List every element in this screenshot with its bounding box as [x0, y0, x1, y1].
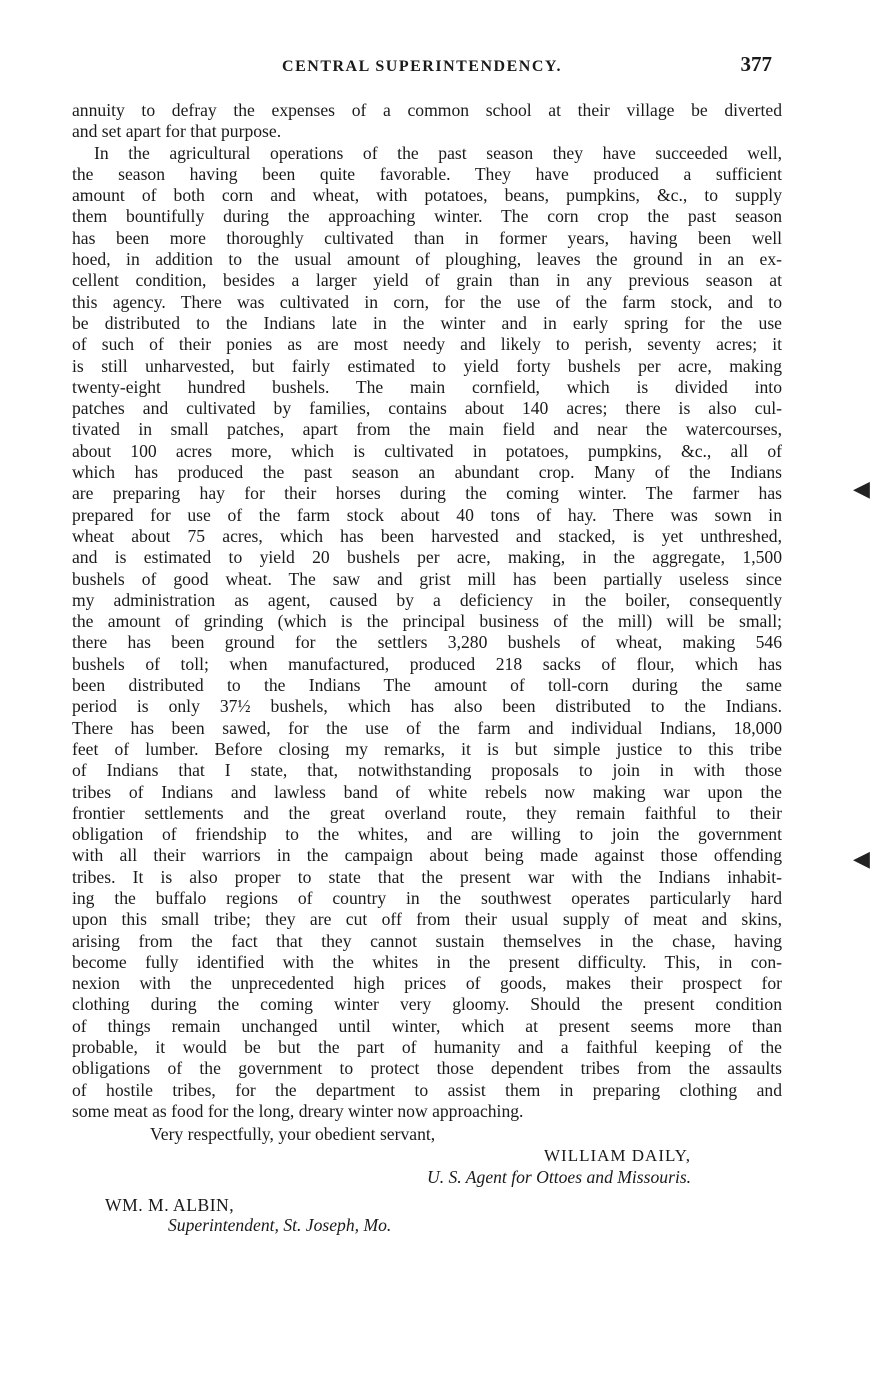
body-line: and is estimated to yield 20 bushels per acre, making, in the aggregate, 1,500	[72, 547, 782, 568]
body-line: tribes. It is also proper to state that the present war with the Indians inhabit-	[72, 866, 782, 887]
body-line: frontier settlements and the great overland route, they remain faithful to their	[72, 802, 782, 823]
body-line: obligation of friendship to the whites, and are willing to join the government	[72, 824, 782, 845]
body-line: is still unharvested, but fairly estimated to yield forty bushels per acre, making	[72, 355, 782, 376]
body-line: arising from the fact that they cannot sustain themselves in the chase, having	[72, 930, 782, 951]
body-line: some meat as food for the long, dreary winter now approaching.	[72, 1100, 524, 1121]
recipient-title: Superintendent, St. Joseph, Mo.	[168, 1215, 392, 1235]
body-line: tribes of Indians and lawless band of white rebels now making war upon the	[72, 781, 782, 802]
signer-name: WILLIAM DAILY,	[544, 1146, 692, 1165]
margin-mark: ◀	[853, 476, 870, 501]
body-line: and set apart for that purpose.	[72, 121, 282, 142]
margin-mark: ◀	[853, 846, 870, 871]
body-line: the amount of grinding (which is the principal business of the mill) will be small;	[72, 611, 782, 632]
body-line: my administration as agent, caused by a deficiency in the boiler, consequently	[72, 589, 782, 610]
body-line: twenty-eight hundred bushels. The main cornfield, which is divided into	[72, 376, 782, 397]
body-line: feet of lumber. Before closing my remarks, it is but simple justice to this tribe	[72, 738, 782, 759]
running-title: CENTRAL SUPERINTENDENCY.	[282, 58, 562, 75]
body-line: of Indians that I state, that, notwithstanding proposals to join in with those	[72, 760, 782, 781]
signer-title: U. S. Agent for Ottoes and Missouris.	[427, 1167, 692, 1187]
body-line: prepared for use of the farm stock about 40 tons of hay. There was sown in	[72, 504, 782, 525]
body-line: be distributed to the Indians late in the winter and in early spring for the use	[72, 312, 782, 333]
page-number: 377	[740, 52, 772, 76]
body-text	[72, 100, 782, 1122]
body-line: bushels of good wheat. The saw and grist mill has been partially useless since	[72, 568, 782, 589]
body-line: of things remain unchanged until winter, which at present seems more than	[72, 1015, 782, 1036]
body-line: of hostile tribes, for the department to assist them in preparing clothing and	[72, 1079, 782, 1100]
recipient-name: WM. M. ALBIN,	[105, 1195, 235, 1215]
body-line: probable, it would be but the part of humanity and a faithful keeping of the	[72, 1037, 782, 1058]
body-line: upon this small tribe; they are cut off from their usual supply of meat and skins,	[72, 909, 782, 930]
body-line: cellent condition, besides a larger yield of grain than in any previous season at	[72, 270, 782, 291]
body-line: amount of both corn and wheat, with potatoes, beans, pumpkins, &c., to supply	[72, 185, 782, 206]
body-line: There has been sawed, for the use of the farm and individual Indians, 18,000	[72, 717, 782, 738]
body-line: are preparing hay for their horses during the coming winter. The farmer has	[72, 483, 782, 504]
body-line: become fully identified with the whites in the present difficulty. This, in con-	[72, 951, 782, 972]
body-line: has been more thoroughly cultivated than in former years, having been well	[72, 227, 782, 248]
body-line: obligations of the government to protect those dependent tribes from the assaults	[72, 1058, 782, 1079]
body-line: clothing during the coming winter very gloomy. Should the present condition	[72, 994, 782, 1015]
body-line: period is only 37½ bushels, which has also been distributed to the Indians.	[72, 696, 782, 717]
body-line: there has been ground for the settlers 3,280 bushels of wheat, making 546	[72, 632, 782, 653]
body-line: this agency. There was cultivated in corn, for the use of the farm stock, and to	[72, 291, 782, 312]
body-line: wheat about 75 acres, which has been harvested and stacked, is yet unthreshed,	[72, 525, 782, 546]
body-line: which has produced the past season an abundant crop. Many of the Indians	[72, 462, 782, 483]
body-line: annuity to defray the expenses of a common school at their village be diverted	[72, 100, 782, 120]
body-line: nexion with the unprecedented high prices of goods, makes their prospect for	[72, 973, 782, 994]
closing-salutation: Very respectfully, your obedient servant,	[150, 1124, 436, 1144]
body-line: In the agricultural operations of the past season they have succeeded well,	[94, 142, 782, 163]
body-line: patches and cultivated by families, contains about 140 acres; there is also cul-	[72, 398, 782, 419]
body-line: hoed, in addition to the usual amount of ploughing, leaves the ground in an ex-	[72, 249, 782, 270]
body-line: with all their warriors in the campaign about being made against those offending	[72, 845, 782, 866]
body-line: them bountifully during the approaching winter. The corn crop the past season	[72, 206, 782, 227]
body-line: of such of their ponies as are most needy and likely to perish, seventy acres; it	[72, 334, 782, 355]
body-line: bushels of toll; when manufactured, produced 218 sacks of flour, which has	[72, 653, 782, 674]
body-line: ing the buffalo regions of country in the southwest operates particularly hard	[72, 887, 782, 908]
body-line: about 100 acres more, which is cultivated in potatoes, pumpkins, &c., all of	[72, 440, 782, 461]
body-line: tivated in small patches, apart from the main field and near the watercourses,	[72, 419, 782, 440]
body-line: the season having been quite favorable. They have produced a sufficient	[72, 163, 782, 184]
body-line: been distributed to the Indians The amount of toll-corn during the same	[72, 675, 782, 696]
page-header	[72, 52, 772, 82]
